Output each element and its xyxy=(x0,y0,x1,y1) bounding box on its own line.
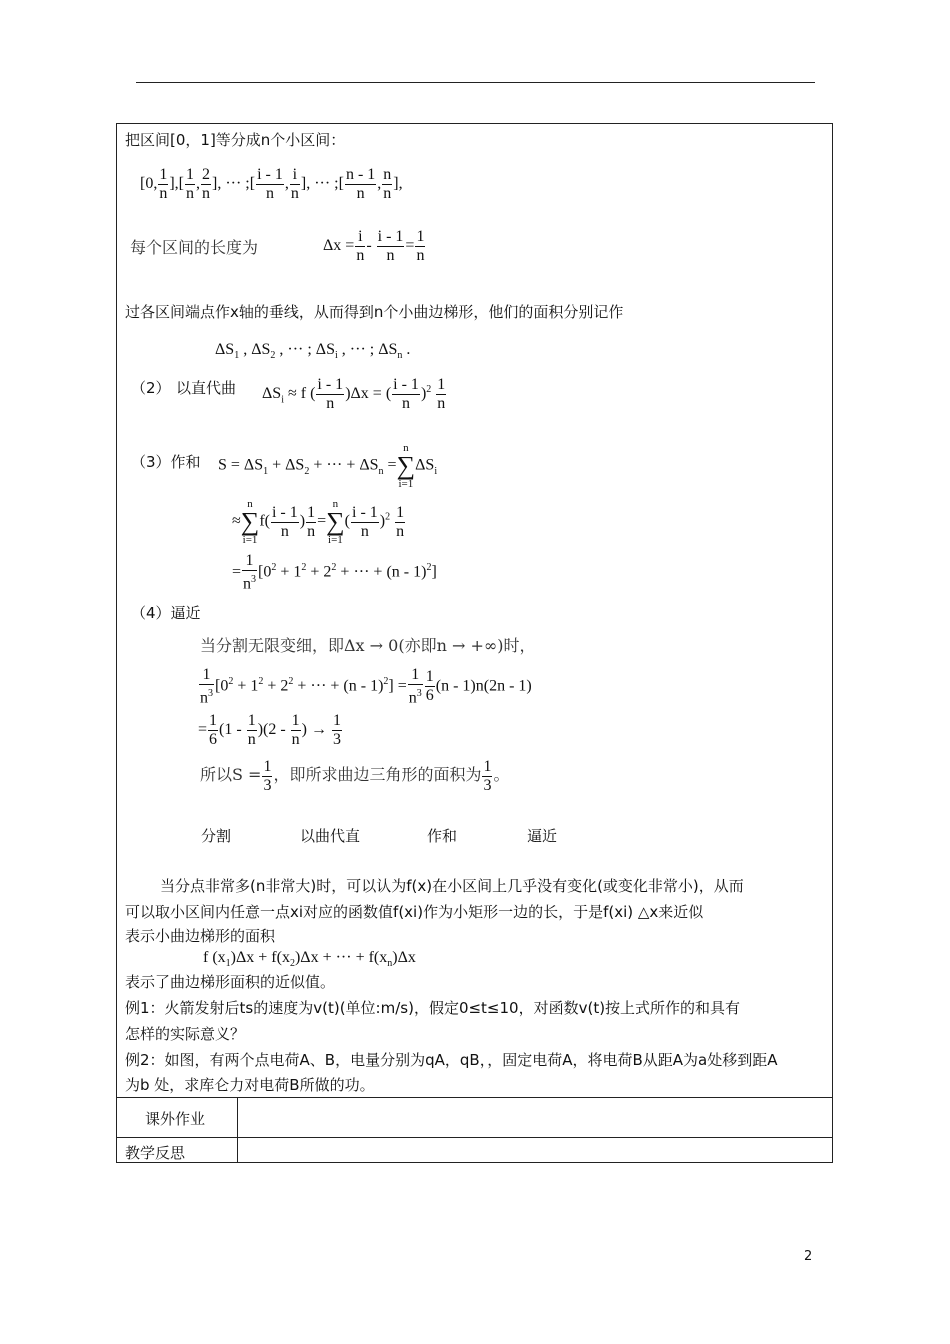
page-number: 2 xyxy=(804,1249,813,1264)
interval-length-text: 每个区间的长度为 xyxy=(130,238,259,257)
step3-sum-formula: $S = \Delta S_1 + \Delta S_2$ + ··· + $\Delta S_n =n$ ∑ $i=1\Delta S_i$ xyxy=(218,442,438,490)
step-limit: 逼近 xyxy=(527,827,558,845)
example1-line-2: 怎样的实际意义？ xyxy=(125,1025,246,1043)
table-column-divider xyxy=(237,1097,238,1163)
step-sum: 作和 xyxy=(427,827,458,845)
paragraph-line-4: 表示了曲边梯形面积的近似值。 xyxy=(125,973,336,991)
delta-x-formula: Δx = $\frac{i}{n}$ - $\frac{i - 1}{n}$ = $\frac{1}{n}$ xyxy=(323,228,425,264)
paragraph-line-3: 表示小曲边梯形的面积 xyxy=(125,927,276,945)
reflection-label: 教学反思 xyxy=(125,1144,186,1162)
homework-label: 课外作业 xyxy=(145,1110,206,1128)
header-rule xyxy=(136,82,815,83)
intro-text: 把区间[0，1]等分成n个小区间： xyxy=(125,131,346,149)
conclusion-middle: ，即所求曲边三角形的面积为 xyxy=(273,765,482,785)
step3-expand-formula: = $\frac{1}{n^3}$ [$0^2 + 1^2 + 2^2$ + ··· + (n - 1)$^2$] xyxy=(232,552,437,593)
step3-approx-formula: ≈n ∑ i=1f( $\frac{i - 1}{n}$ ) $\frac{1}{n}$ =n ∑ i=1( $\frac{i - 1}{n}$ )$^2$ $\frac{1}{n}$ xyxy=(232,498,405,546)
limit-sum-formula: $\frac{1}{n^3}$ [$0^2 + 1^2 + 2^2$ + ··· + (n - 1)$^2$] = $\frac{1}{n^3}$ $\frac{1}{6}$ (n - 1)n(2n - 1) xyxy=(200,666,532,707)
paragraph-line-2: 可以取小区间内任意一点xi对应的函数值f(xi)作为小矩形一边的长，于是f(xi) △x来近似 xyxy=(125,903,704,921)
table-divider xyxy=(117,1097,832,1098)
paragraph-line-1: 当分点非常多(n非常大)时，可以认为f(x)在小区间上几乎没有变化(或变化非常小)，从而 xyxy=(160,877,744,895)
step2-text: 以直代曲 xyxy=(176,379,237,397)
step-approximate: 以曲代直 xyxy=(300,827,361,845)
conclusion-prefix: 所以S = xyxy=(200,765,262,785)
riemann-sum-formula: f $(x_1)\Delta x + f(x_2)\Delta x$ + ··· + $f(x_n)\Delta x$ xyxy=(203,949,416,970)
step2-label: （2） xyxy=(131,379,171,397)
example1-line-1: 例1：火箭发射后ts的速度为v(t)(单位:m/s)，假定0≤t≤10，对函数v(t)按上式所作的和具有 xyxy=(125,999,741,1017)
interval-list-formula: [0, $\frac{1}{n}$ ],[ $\frac{1}{n}$ , $\frac{2}{n}$ ], ··· ;[ $\frac{i - 1}{n}$ , $\frac{i}{n}$ ], ··· ;[ $\frac{n - 1}{n}$ , $\frac{n}{n}$ ], xyxy=(140,166,403,202)
conclusion-suffix: 。 xyxy=(493,765,510,785)
table-divider xyxy=(117,1137,832,1138)
limit-text: 当分割无限变细，即Δx → 0(亦即n → +∞)时， xyxy=(200,636,536,655)
step3-label: （3）作和 xyxy=(131,453,201,471)
example2-line-1: 例2：如图，有两个点电荷A、B，电量分别为qA，qB，，固定电荷A，将电荷B从距A为a处移到距A xyxy=(125,1051,778,1069)
perpendicular-text: 过各区间端点作x轴的垂线，从而得到n个小曲边梯形，他们的面积分别记作 xyxy=(125,303,624,321)
limit-result-formula: = $\frac{1}{6}$ (1 - $\frac{1}{n}$ )(2 - $\frac{1}{n}$ ) → $\frac{1}{3}$ xyxy=(198,712,341,748)
step4-label: （4）逼近 xyxy=(131,604,201,622)
conclusion-formula: 所以S = $\frac{1}{3}$ ，即所求曲边三角形的面积为 $\frac{1}{3}$ 。 xyxy=(200,758,510,794)
example2-line-2: 为b 处，求库仑力对电荷B所做的功。 xyxy=(125,1076,375,1094)
step-divide: 分割 xyxy=(201,827,232,845)
step2-formula: $\Delta S_i \approx f$ ( $\frac{i - 1}{n}$ )Δx = ( $\frac{i - 1}{n}$ )$^2$ $\frac{1}{n}$ xyxy=(262,376,446,412)
area-list-formula: $\Delta S_1$ , $\Delta S_2$ , ··· ; $\Delta S_i$ , ··· ; $\Delta S_n$ . xyxy=(215,341,411,362)
